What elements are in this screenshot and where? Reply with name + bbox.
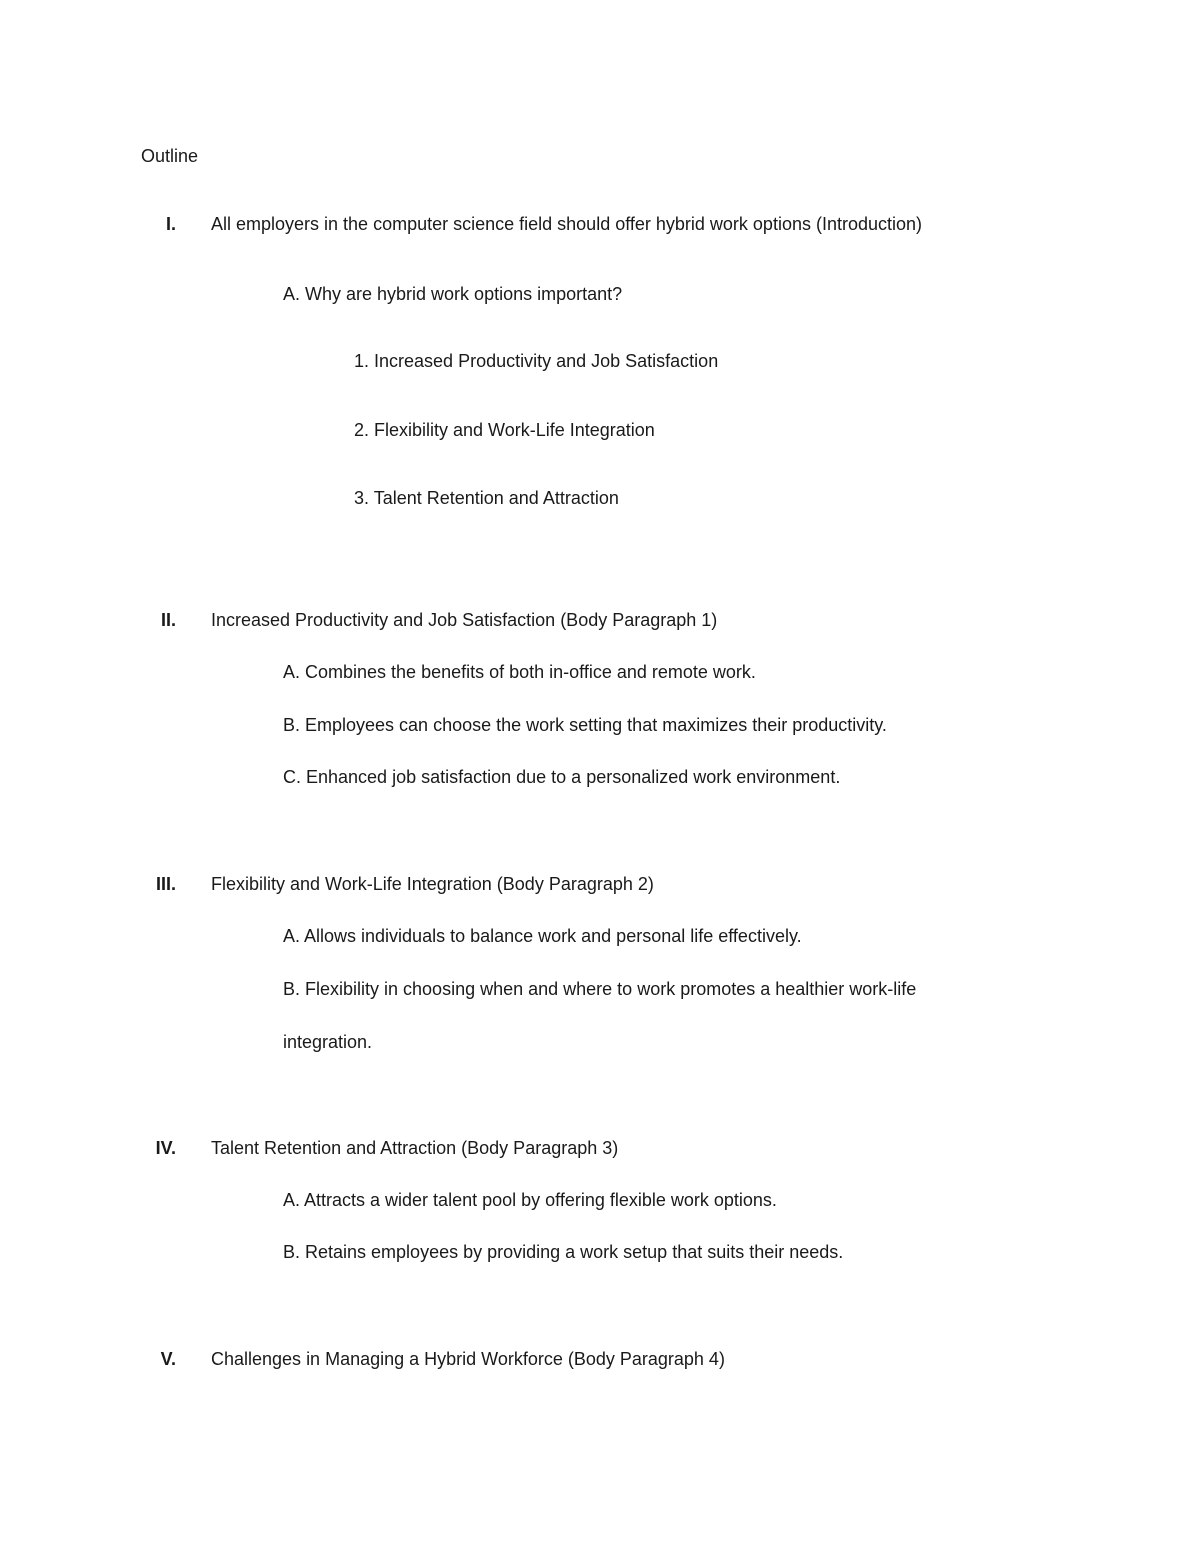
section-numeral: I. <box>165 214 176 234</box>
outline-subpoint: 1. Increased Productivity and Job Satisfaction <box>354 351 719 371</box>
section-numeral: III. <box>155 874 176 894</box>
section-title: Increased Productivity and Job Satisfaction (Body Paragraph 1) <box>211 610 718 630</box>
outline-point: A. Allows individuals to balance work and personal life effectively. <box>283 926 802 946</box>
outline-point: C. Enhanced job satisfaction due to a personalized work environment. <box>283 767 841 787</box>
section-numeral: IV. <box>155 1138 176 1158</box>
section-title: Talent Retention and Attraction (Body Paragraph 3) <box>211 1138 619 1158</box>
outline-point: A. Why are hybrid work options important? <box>283 284 623 304</box>
outline-subpoint: 3. Talent Retention and Attraction <box>354 488 619 508</box>
outline-point: B. Retains employees by providing a work setup that suits their needs. <box>283 1242 844 1262</box>
outline-point: A. Attracts a wider talent pool by offering flexible work options. <box>283 1190 777 1210</box>
outline-point: B. Employees can choose the work setting that maximizes their productivity. <box>283 715 887 735</box>
outline-point: B. Flexibility in choosing when and where to work promotes a healthier work-life <box>283 979 917 999</box>
outline-subpoint: 2. Flexibility and Work-Life Integration <box>354 420 655 440</box>
section-title: All employers in the computer science field should offer hybrid work options (Introduction) <box>211 214 923 234</box>
section-numeral: V. <box>160 1349 176 1369</box>
outline-point-continuation: integration. <box>283 1032 373 1052</box>
outline-point: A. Combines the benefits of both in-office and remote work. <box>283 662 756 682</box>
document-heading: Outline <box>141 146 199 166</box>
section-numeral: II. <box>160 610 176 630</box>
section-title: Challenges in Managing a Hybrid Workforce (Body Paragraph 4) <box>211 1349 725 1369</box>
section-title: Flexibility and Work-Life Integration (Body Paragraph 2) <box>211 874 654 894</box>
